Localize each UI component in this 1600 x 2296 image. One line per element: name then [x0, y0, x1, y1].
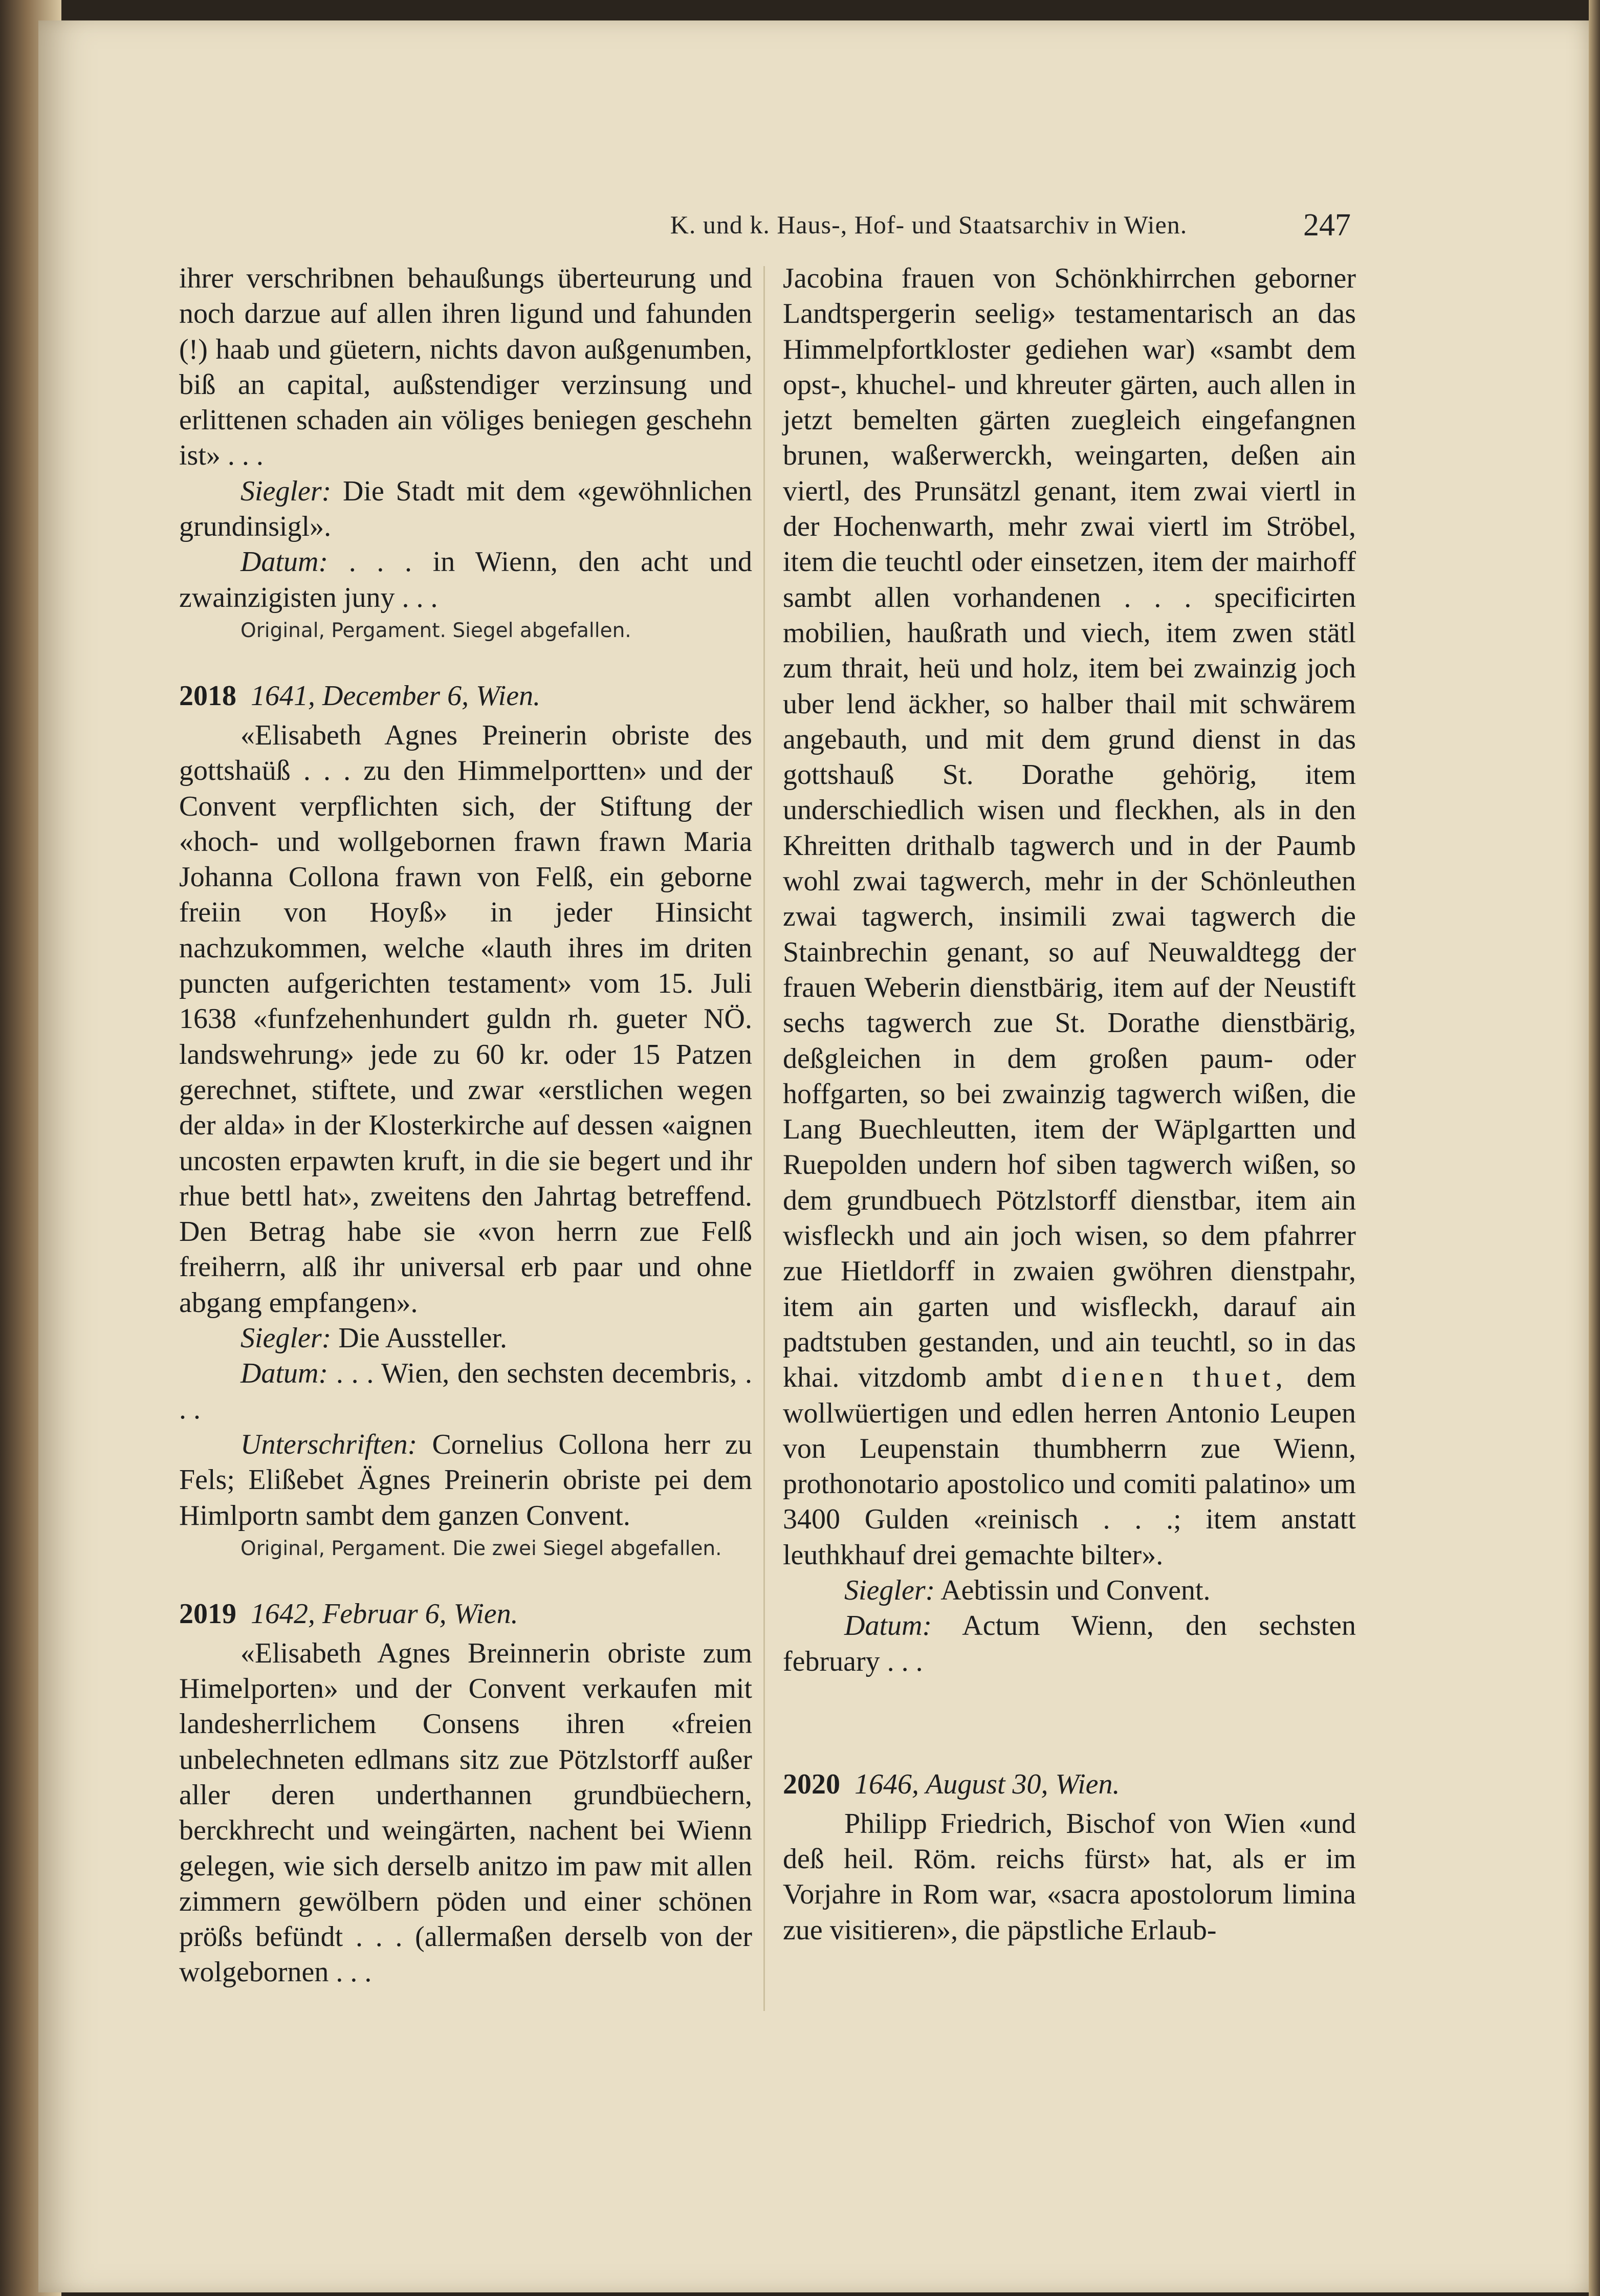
page-number: 247	[1303, 208, 1351, 243]
entry-2019-text: «Elisabeth Agnes Breinnerin obriste zum Himelporten» und der Convent verkaufen mit landesherrlichem Consens ihren «freien unbelechneten edlmans sitz zue Pötzlstorff außer aller deren underthannen grundbüechern, berckhrecht und weingärten, nachent bei Wienn gelegen, wie sich derselb anitzo im paw mit allen zimmern gewölbern pöden und einer schönen prößs befündt . . . (allermaßen derselb von der wolgebornen . . .	[179, 1637, 752, 1988]
unterschriften-line	[179, 1427, 752, 1534]
running-head: K. und k. Haus-, Hof- und Staatsarchiv in Wien.	[670, 210, 1188, 239]
entry-2019-heading	[179, 1596, 752, 1632]
siegler-value: Aebtissin und Convent.	[940, 1574, 1211, 1606]
siegler-line	[783, 1573, 1356, 1608]
unterschriften-label: Unterschriften:	[240, 1428, 418, 1460]
entry-number: 2019	[179, 1598, 236, 1630]
datum-line	[179, 1356, 752, 1427]
entry-2018-text: «Elisabeth Agnes Preinerin obriste des gottshaüß . . . zu den Himmelportten» und der Convent verpflichten sich, der Stiftung der «hoch- und wollgebornen frawn frawn Maria Johanna Collona frawn von Felß, ein geborne freiin von Hoyß» in jeder Hinsicht nachzukommen, welche «lauth ihres im driten puncten aufgerichten testament» vom 15. Juli 1638 «funfzehenhundert guldn rh. gueter NÖ. landswehrung» jede zu 60 kr. oder 15 Patzen gerechnet, stiftete, und zwar «erstlichen wegen der alda» in der Klosterkirche auf dessen «aignen uncosten erpawten kruft, in die sie begert und ihr rhue bettl hat», zweitens den Jahrtag betreffend. Den Betrag habe sie «von herrn zue Felß freiherrn, alß ihr universal erb paar und ohne abgang empfangen».	[179, 719, 752, 1319]
right-column	[783, 261, 1356, 1948]
datum-label: Datum:	[240, 546, 328, 578]
right-page-edge	[1589, 0, 1600, 2296]
entry-number: 2018	[179, 680, 236, 712]
siegler-value: Die Aussteller.	[338, 1322, 508, 1354]
continued-text-2: dem wollwüertigen und edlen herren Antonio Leupen von Leupenstain thumbherrn zue Wienn, prothonotario apostolico und comiti palatino» um 3400 Gulden «reinisch . . .; item anstatt leuthkhauf drei gemachte bilter».	[783, 1362, 1356, 1571]
entry-date: 1641, December 6, Wien.	[251, 680, 541, 712]
continued-text: Jacobina frauen von Schönkhirrchen geborner Landtspergerin seelig» testamentarisch an das Himmelpfortkloster gediehen war) «sambt dem opst-, khuchel- und khreuter gärten, auch allen in jetzt bemelten gärten zuegleich eingefangnen brunen, waßerwerckh, weingarten, deßen ain viertl, des Prunsätzl genant, item zwai viertl in der Hochenwarth, mehr zwai viertl im Ströbel, item die teuchtl oder einsetzen, item der mairhoff sambt allen vorhandenen . . . specificirten mobilien, haußrath und viech, item zwen stätl zum thrait, heü und holz, item bei zwainzig joch uber lend äckher, so halber thail mit schwärem angebauth, und mit dem grund dienst in das gottshauß St. Dorathe gehörig, item underschiedlich wisen und fleckhen, als in den Khreitten drithalb tagwerch und in der Paumb wohl zwai tagwerch, mehr in der Schönleuthen zwai tagwerch, insimili zwai tagwerch die Stainbrechin genant, so auf Neuwaldtegg der frauen Weberin dienstbärig, item auf der Neustift sechs tagwerch zue St. Dorathe dienstbärig, deßgleichen in dem großen paum- oder hoffgarten, so bei zwainzig tagwerch wißen, die Lang Buechleutten, item der Wäplgartten und Ruepolden undern hof siben tagwerch wißen, so dem grundbuech Pötzlstorff dienstbar, item ain wisfleckh und ain joch wisen, so dem pfahrrer zue Hietldorff in zwaien gwöhren dienstpahr, item ain garten und wisfleckh, darauf ain padtstuben gestanden, und ain teuchtl, so in das khai. vitzdomb ambt	[783, 263, 1356, 1394]
unterschriften-value: Cornelius Collona herr zu Fels; Elißebet Ägnes Preinerin obriste pei dem Himlportn sambt dem ganzen Convent.	[179, 1428, 752, 1532]
entry-2020-heading	[783, 1766, 1356, 1802]
source-note: Original, Pergament. Die zwei Siegel abgefallen.	[240, 1537, 722, 1560]
siegler-value: Die Stadt mit dem «gewöhnlichen grundinsigl».	[179, 475, 753, 543]
siegler-line	[179, 1321, 752, 1356]
entry-date: 1642, Februar 6, Wien.	[251, 1598, 518, 1630]
siegler-label: Siegler:	[240, 475, 332, 507]
entry-2019-continued	[783, 261, 1356, 1573]
entry-number: 2020	[783, 1768, 840, 1800]
datum-value: . . . in Wienn, den acht und zwainzigisten juny . . .	[179, 546, 753, 614]
continued-text: ihrer verschribnen behaußungs überteurung und noch darzue auf allen ihren ligund und fahunden (!) haab und güetern, nichts davon außgenumben, biß an capital, außstendiger verzinsung und erlittenen schaden ain völiges beniegen geschehn ist» . . .	[179, 263, 752, 472]
siegler-label: Siegler:	[240, 1322, 332, 1354]
datum-value: Actum Wienn, den sechsten february . . .	[783, 1610, 1356, 1677]
left-column	[179, 261, 752, 1991]
datum-line	[179, 544, 752, 616]
entry-date: 1646, August 30, Wien.	[854, 1768, 1120, 1800]
siegler-label: Siegler:	[844, 1574, 935, 1606]
datum-line	[783, 1608, 1356, 1679]
spaced-text: dienen thuet,	[1061, 1362, 1288, 1394]
datum-label: Datum:	[240, 1358, 328, 1390]
datum-value: . . . Wien, den sechsten decembris, . . .	[179, 1358, 752, 1425]
column-divider	[763, 266, 765, 2011]
datum-label: Datum:	[844, 1610, 932, 1642]
source-note: Original, Pergament. Siegel abgefallen.	[240, 619, 631, 642]
siegler-line	[179, 474, 752, 545]
entry-2020-text: Philipp Friedrich, Bischof von Wien «und deß heil. Röm. reichs fürst» hat, als er im Vorjahre in Rom war, «sacra apostolorum limina zue visitieren», die päpstliche Erlaub-	[783, 1807, 1356, 1946]
entry-2018-heading	[179, 678, 752, 714]
